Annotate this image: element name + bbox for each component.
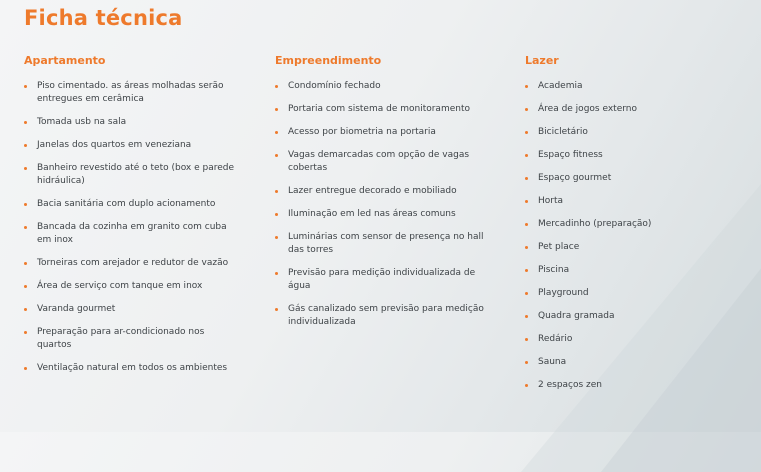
column-heading: Apartamento (24, 54, 106, 67)
list-item-text: Banheiro revestido até o teto (box e parede hidráulica) (37, 163, 235, 186)
list-item-text: Previsão para medição individualizada de água (288, 268, 476, 291)
bullet-icon (525, 85, 528, 88)
list-item-text: Condomínio fechado (288, 81, 381, 91)
bullet-icon (525, 315, 528, 318)
list-item (525, 149, 740, 162)
list-item-text: 2 espaços zen (538, 380, 603, 390)
bullet-icon (275, 131, 278, 134)
bullet-icon (525, 200, 528, 203)
page-title: Ficha técnica (24, 6, 183, 30)
list-item-text: Playground (538, 288, 589, 298)
bullet-icon (525, 338, 528, 341)
list-item-text: Redário (538, 334, 573, 344)
bullet-icon (275, 308, 278, 311)
list-item-text: Portaria com sistema de monitoramento (288, 104, 470, 114)
list-item-text: Mercadinho (preparação) (538, 219, 652, 229)
bullet-icon (24, 85, 27, 88)
column-empreendimento (275, 54, 490, 339)
list-item-text: Varanda gourmet (37, 304, 116, 314)
list-item-text: Piscina (538, 265, 570, 275)
list-item (525, 172, 740, 185)
list-item-text: Pet place (538, 242, 580, 252)
bullet-icon (525, 131, 528, 134)
list-item-text: Espaço gourmet (538, 173, 612, 183)
list-item-text: Gás canalizado sem previsão para medição individualizada (288, 304, 484, 327)
list-item-text: Iluminação em led nas áreas comuns (288, 209, 456, 219)
list-item (525, 379, 740, 392)
list-item-text: Horta (538, 196, 564, 206)
list-item (275, 126, 490, 139)
bullet-icon (275, 85, 278, 88)
bullet-icon (24, 285, 27, 288)
list-item-text: Tomada usb na sala (37, 117, 127, 127)
list-item-text: Quadra gramada (538, 311, 615, 321)
list-item (525, 333, 740, 346)
column-heading: Empreendimento (275, 54, 382, 67)
bullet-icon (24, 203, 27, 206)
list-item (525, 103, 740, 116)
list-item (24, 80, 239, 106)
bullet-icon (24, 367, 27, 370)
list-item (275, 267, 490, 293)
list-item (24, 162, 239, 188)
list-item (275, 303, 490, 329)
list-item-text: Área de serviço com tanque em inox (37, 281, 203, 291)
list-item (275, 149, 490, 175)
list-item (525, 195, 740, 208)
feature-list (275, 80, 490, 329)
column-lazer (525, 54, 740, 402)
list-item (525, 126, 740, 139)
list-item-text: Sauna (538, 357, 567, 367)
bullet-icon (24, 308, 27, 311)
list-item (525, 310, 740, 323)
bullet-icon (24, 144, 27, 147)
list-item (275, 103, 490, 116)
list-item (24, 221, 239, 247)
list-item (525, 80, 740, 93)
bullet-icon (525, 292, 528, 295)
list-item (24, 139, 239, 152)
bullet-icon (525, 246, 528, 249)
list-item-text: Luminárias com sensor de presença no hall das torres (288, 232, 484, 255)
bullet-icon (275, 236, 278, 239)
bullet-icon (525, 177, 528, 180)
list-item (24, 362, 239, 375)
list-item (24, 280, 239, 293)
list-item-text: Piso cimentado. as áreas molhadas serão entregues em cerâmica (37, 81, 224, 104)
list-item (525, 218, 740, 231)
bullet-icon (525, 108, 528, 111)
list-item (24, 326, 239, 352)
bullet-icon (275, 108, 278, 111)
bullet-icon (24, 121, 27, 124)
column-apartamento (24, 54, 239, 385)
list-item-text: Bacia sanitária com duplo acionamento (37, 199, 216, 209)
bullet-icon (275, 190, 278, 193)
list-item (275, 80, 490, 93)
list-item (275, 208, 490, 221)
list-item-text: Espaço fitness (538, 150, 603, 160)
bullet-icon (525, 361, 528, 364)
list-item (24, 257, 239, 270)
list-item-text: Bancada da cozinha em granito com cuba em inox (37, 222, 227, 245)
list-item-text: Ventilação natural em todos os ambientes (37, 363, 228, 373)
bullet-icon (24, 262, 27, 265)
list-item (24, 198, 239, 211)
feature-list (525, 80, 740, 392)
list-item-text: Torneiras com arejador e redutor de vazão (37, 258, 229, 268)
bullet-icon (275, 213, 278, 216)
list-item (24, 116, 239, 129)
list-item-text: Lazer entregue decorado e mobiliado (288, 186, 457, 196)
list-item-text: Vagas demarcadas com opção de vagas cobertas (288, 150, 470, 173)
list-item-text: Acesso por biometria na portaria (288, 127, 436, 137)
bullet-icon (24, 331, 27, 334)
bullet-icon (525, 223, 528, 226)
list-item-text: Preparação para ar-condicionado nos quartos (37, 327, 205, 350)
list-item-text: Bicicletário (538, 127, 588, 137)
feature-list (24, 80, 239, 375)
list-item-text: Área de jogos externo (538, 104, 637, 114)
bullet-icon (525, 384, 528, 387)
bullet-icon (275, 154, 278, 157)
bullet-icon (275, 272, 278, 275)
list-item (525, 287, 740, 300)
list-item (275, 231, 490, 257)
list-item-text: Janelas dos quartos em veneziana (37, 140, 192, 150)
column-heading: Lazer (525, 54, 559, 67)
list-item (275, 185, 490, 198)
bullet-icon (525, 269, 528, 272)
list-item (525, 264, 740, 277)
list-item (24, 303, 239, 316)
list-item (525, 241, 740, 254)
bullet-icon (24, 226, 27, 229)
list-item-text: Academia (538, 81, 583, 91)
list-item (525, 356, 740, 369)
bullet-icon (24, 167, 27, 170)
bullet-icon (525, 154, 528, 157)
